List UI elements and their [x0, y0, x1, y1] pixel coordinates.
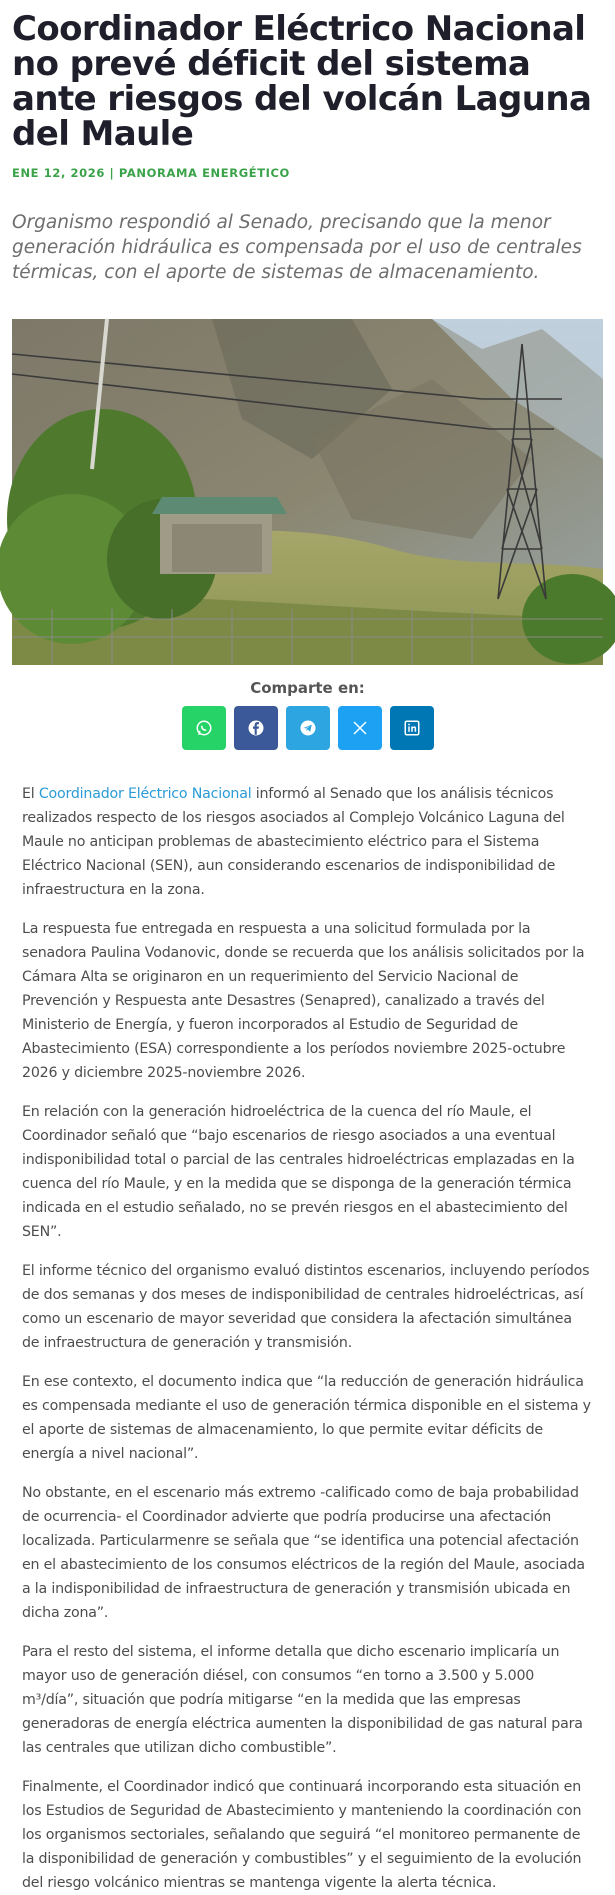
- share-section: [12, 679, 603, 750]
- linkedin-icon: [403, 719, 421, 737]
- article-title: Coordinador Eléctrico Nacional no prevé déficit del sistema ante riesgos del volcán Laguna del Maule: [12, 9, 592, 154]
- paragraph-1: [22, 782, 593, 902]
- share-label: Comparte en:: [250, 679, 365, 697]
- share-buttons: [12, 706, 603, 750]
- x-icon: [351, 719, 369, 737]
- share-linkedin-button[interactable]: [390, 706, 434, 750]
- paragraph-1-prefix: El: [22, 786, 39, 802]
- paragraph-6: No obstante, en el escenario más extremo -calificado como de baja probabilidad de ocurrencia- el Coordinador advierte que podría producirse una afectación localizada. Particularmenre se señala que “se identifica una potencial afectación en el abastecimiento de los consumos eléctricos de la región del Maule, asociada a la indisponibilidad de infraestructura de generación y transmisión ubicada en dicha zona”.: [22, 1485, 585, 1621]
- paragraph-1-rest: informó al Senado que los análisis técnicos realizados respecto de los riesgos asociados al Complejo Volcánico Laguna del Maule no anticipan problemas de abastecimiento eléctrico para el Sistema Eléctrico Nacional (SEN), aun considerando escenarios de indisponibilidad de infraestructura en la zona.: [22, 786, 565, 898]
- paragraph-5: En ese contexto, el documento indica que “la reducción de generación hidráulica es compensada mediante el uso de generación térmica disponible en el sistema y el aporte de sistemas de almacenamiento, lo que permite evitar déficits de energía a nivel nacional”.: [22, 1374, 591, 1462]
- hero-image: [12, 319, 603, 665]
- share-x-button[interactable]: [338, 706, 382, 750]
- paragraph-8: Finalmente, el Coordinador indicó que continuará incorporando esta situación en los Estudios de Seguridad de Abastecimiento y manteniendo la coordinación con los organismos sectoriales, señalando que seguirá “el monitoreo permanente de la disponibilidad de generación y combustibles” y el seguimiento de la evolución del riesgo volcánico mientras se mantenga vigente la alerta técnica.: [22, 1779, 582, 1891]
- paragraph-2: La respuesta fue entregada en respuesta a una solicitud formulada por la senadora Paulina Vodanovic, donde se recuerda que los análisis solicitados por la Cámara Alta se originaron en un requerimiento del Servicio Nacional de Prevención y Respuesta ante Desastres (Senapred), canalizado a través del Ministerio de Energía, y fueron incorporados al Estudio de Seguridad de Abastecimiento (ESA) correspondiente a los períodos noviembre 2025-octubre 2026 y diciembre 2025-noviembre 2026.: [22, 921, 585, 1081]
- share-telegram-button[interactable]: [286, 706, 330, 750]
- mountain-power-station-photo: [12, 319, 603, 665]
- article-subtitle: Organismo respondió al Senado, precisando que la menor generación hidráulica es compensada por el uso de centrales térmicas, con el aporte de sistemas de almacenamiento.: [12, 212, 582, 283]
- paragraph-3: En relación con la generación hidroeléctrica de la cuenca del río Maule, el Coordinador señaló que “bajo escenarios de riesgo asociados a una eventual indisponibilidad total o parcial de las centrales hidroeléctricas emplazadas en la cuenca del río Maule, y en la medida que se disponga de la generación térmica indicada en el estudio señalado, no se prevén riesgos en el abastecimiento del SEN”.: [22, 1104, 575, 1240]
- coordinador-link[interactable]: Coordinador Eléctrico Nacional: [38, 786, 252, 802]
- share-facebook-button[interactable]: [234, 706, 278, 750]
- paragraph-4: El informe técnico del organismo evaluó distintos escenarios, incluyendo períodos de dos semanas y dos meses de indisponibilidad de centrales hidroeléctricas, así como un escenario de mayor severidad que considera la afectación simultánea de infraestructura de generación y transmisión.: [22, 1263, 590, 1351]
- article-meta: ENE 12, 2026 | PANORAMA ENERGÉTICO: [12, 166, 290, 180]
- whatsapp-icon: [195, 719, 213, 737]
- paragraph-7: Para el resto del sistema, el informe detalla que dicho escenario implicaría un mayor uso de generación diésel, con consumos “en torno a 3.500 y 5.000 m³/día”, situación que podría mitigarse “en la medida que las empresas generadoras de energía eléctrica aumenten la disponibilidad de gas natural para las centrales que utilizan dicho combustible”.: [22, 1644, 583, 1756]
- share-whatsapp-button[interactable]: [182, 706, 226, 750]
- telegram-icon: [299, 719, 317, 737]
- facebook-icon: [247, 719, 265, 737]
- article-body: [12, 750, 603, 1895]
